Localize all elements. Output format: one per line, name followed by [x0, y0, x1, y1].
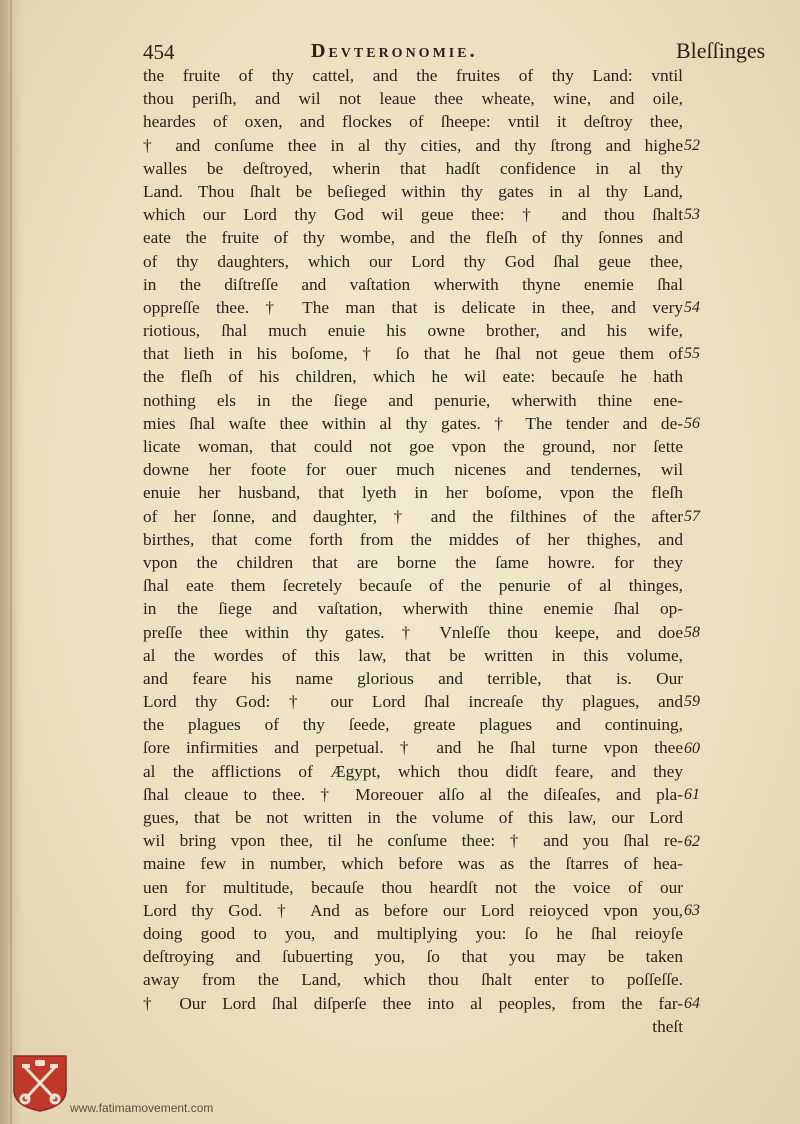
text-line: of thy daughters, which our Lord thy God ſhal geue thee,	[143, 251, 683, 271]
text-line: heardes of oxen, and flockes of ſheepe: vntil it deſtroy thee,	[143, 112, 683, 132]
text-line: licate woman, that could not goe vpon the ground, nor ſette	[143, 437, 683, 456]
body-text	[143, 64, 683, 1038]
verse-number: 58	[684, 623, 700, 641]
text-line: which our Lord thy God wil geue thee: † and thou ſhalt	[143, 205, 683, 225]
text-line: al the afflictions of Ægypt, which thou didſt feare, and they	[143, 761, 683, 781]
text-line: thou periſh, and wil not leaue thee wheate, wine, and oile,	[143, 89, 683, 109]
text-line: the fruite of thy cattel, and the fruites of thy Land: vntil	[143, 66, 683, 85]
text-line: downe her foote for ouer much nicenes and tendernes, wil	[143, 460, 683, 480]
text-line: maine few in number, which before was as the ſtarres of hea-	[143, 854, 683, 874]
watermark-url[interactable]: www.fatimamovement.com	[70, 1101, 214, 1115]
text-line: ſhal cleaue to thee. † Moreouer alſo al the diſeaſes, and pla-	[143, 784, 683, 804]
text-line: eate the fruite of thy wombe, and the fleſh of thy ſonnes and	[143, 228, 683, 248]
text-line: Lord thy God. † And as before our Lord reioyced vpon you,	[143, 900, 683, 920]
page-number: 454	[143, 40, 175, 64]
text-line: of her ſonne, and daughter, † and the filthines of the after	[143, 506, 683, 526]
text-line: that lieth in his boſome, † ſo that he ſhal not geue them of	[143, 344, 683, 364]
verse-number: 63	[684, 902, 700, 920]
text-line: walles be deſtroyed, wherin that hadſt confidence in al thy	[143, 158, 683, 178]
text-line: in the ſiege and vaſtation, wherwith thine enemie ſhal op-	[143, 599, 683, 619]
text-line: mies ſhal waſte thee within al thy gates. † The tender and de-	[143, 413, 683, 433]
text-line: enuie her husband, that lyeth in her boſome, vpon the fleſh	[143, 483, 683, 503]
headword: Bleſſinges	[676, 38, 766, 63]
verse-number: 60	[684, 739, 700, 757]
text-line: Land. Thou ſhalt be beſieged within thy gates in al thy Land,	[143, 181, 683, 201]
text-line: in the diſtreſſe and vaſtation wherwith thyne enemie ſhal	[143, 274, 683, 294]
text-line: doing good to you, and multiplying you: ſo he ſhal reioyſe	[143, 923, 683, 943]
verse-number: 54	[684, 299, 700, 316]
text-line: uen for multitude, becauſe thou heardſt not the voice of our	[143, 877, 683, 897]
text-line: away from the Land, which thou ſhalt enter to poſſeſſe.	[143, 970, 683, 990]
text-line: birthes, that come forth from the middes of her thighes, and	[143, 529, 683, 549]
verse-number: 53	[684, 206, 700, 224]
running-title: Devteronomie.	[311, 40, 478, 62]
text-line: nothing els in the ſiege and penurie, wherwith thine ene-	[143, 390, 683, 410]
text-line: riotious, ſhal much enuie his owne brother, and his wife,	[143, 321, 683, 341]
verse-number: 64	[684, 995, 700, 1012]
text-line: vpon the children that are borne the ſame howre. for they	[143, 552, 683, 572]
text-line: wil bring vpon thee, til he conſume thee: † and you ſhal re-	[143, 831, 683, 851]
text-line: oppreſſe thee. † The man that is delicate in thee, and very	[143, 297, 683, 317]
page-header	[143, 36, 783, 66]
text-line: the fleſh of his children, which he wil eate: becauſe he hath	[143, 367, 683, 387]
text-line: and feare his name glorious and terrible, that is. Our	[143, 668, 683, 688]
text-line: gues, that be not written in the volume of this law, our Lord	[143, 808, 683, 827]
keys-emblem-icon	[12, 1054, 68, 1112]
text-line: Lord thy God: † our Lord ſhal increaſe thy plagues, and	[143, 692, 683, 712]
text-line: deſtroying and ſubuerting you, ſo that you may be taken	[143, 947, 683, 967]
text-line: † and conſume thee in al thy cities, and thy ſtrong and highe	[143, 135, 683, 155]
verse-number: 61	[684, 786, 700, 804]
verse-number: 62	[684, 832, 700, 850]
text-line: † Our Lord ſhal diſperſe thee into al peoples, from the far-	[143, 993, 683, 1013]
verse-number: 57	[684, 507, 700, 525]
text-line: preſſe thee within thy gates. † Vnleſſe thou keepe, and doe	[143, 622, 683, 642]
page-edge-line	[10, 0, 12, 1124]
text-line: theſt	[652, 1016, 683, 1036]
text-line: ſhal eate them ſecretely becauſe of the penurie of al thinges,	[143, 576, 683, 596]
verse-number: 56	[684, 415, 700, 432]
verse-number: 55	[684, 345, 700, 363]
verse-number: 52	[684, 136, 700, 154]
verse-number: 59	[684, 693, 700, 711]
text-line: al the wordes of this law, that be written in this volume,	[143, 645, 683, 665]
text-line: the plagues of thy ſeede, greate plagues and continuing,	[143, 715, 683, 735]
text-line: ſore infirmities and perpetual. † and he ſhal turne vpon thee	[143, 738, 683, 758]
